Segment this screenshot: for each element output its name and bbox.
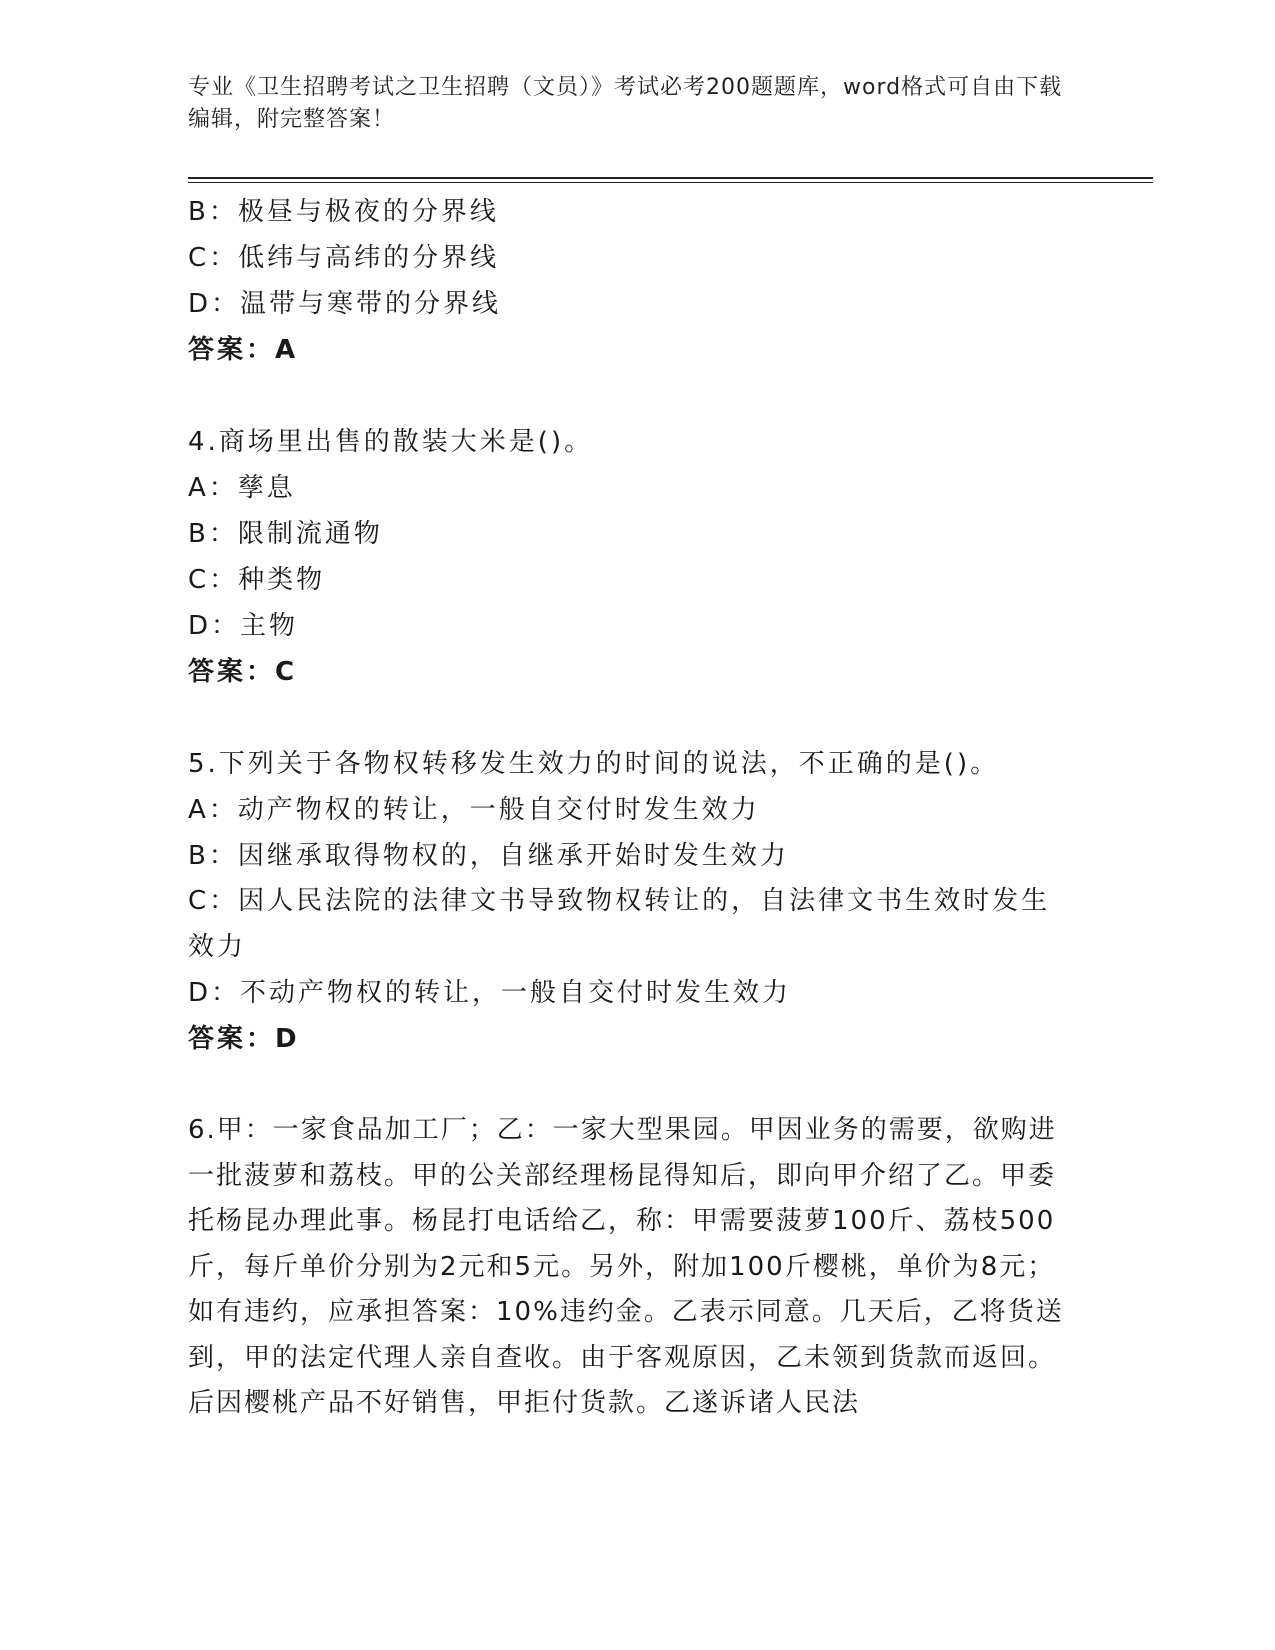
q6-question: 6.甲：一家食品加工厂；乙：一家大型果园。甲因业务的需要，欲购进一批菠萝和荔枝。甲的公关部经理杨昆得知后，即向甲介绍了乙。甲委托杨昆办理此事。杨昆打电话给乙，称：甲需要菠萝100斤、荔枝500斤，每斤单价分别为2元和5元。另外，附加100斤樱桃，单价为8元；如有违约，应承担答案：10%违约金。乙表示同意。几天后，乙将货送到，甲的法定代理人亲自查收。由于客观原因，乙未领到货款而返回。后因樱桃产品不好销售，甲拒付货款。乙遂诉诸人民法 bbox=[188, 1115, 1064, 1418]
document-header: 专业《卫生招聘考试之卫生招聘（文员）》考试必考200题题库，word格式可自由下载编辑，附完整答案！ bbox=[188, 75, 1063, 132]
q5-option-d: D：不动产物权的转让，一般自交付时发生效力 bbox=[188, 978, 792, 1008]
spacer bbox=[188, 1062, 1068, 1108]
q4-answer: 答案：C bbox=[188, 657, 298, 687]
header-divider-thick bbox=[188, 177, 1153, 179]
q3-answer: 答案：A bbox=[188, 335, 299, 365]
q6-block bbox=[188, 1108, 1068, 1427]
spacer bbox=[188, 373, 1068, 419]
q5-option-b: B：因继承取得物权的，自继承开始时发生效力 bbox=[188, 841, 789, 871]
q3-option-d: D：温带与寒带的分界线 bbox=[188, 289, 502, 319]
q5-option-a: A：动产物权的转让，一般自交付时发生效力 bbox=[188, 795, 760, 825]
q3-option-b: B：极昼与极夜的分界线 bbox=[188, 197, 499, 227]
q5-answer: 答案：D bbox=[188, 1024, 300, 1054]
q4-option-d: D：主物 bbox=[188, 611, 299, 641]
q3-option-c: C：低纬与高纬的分界线 bbox=[188, 243, 500, 273]
q4-question: 4.商场里出售的散装大米是()。 bbox=[188, 427, 594, 457]
q4-option-a: A：孳息 bbox=[188, 473, 296, 503]
q4-option-b: B：限制流通物 bbox=[188, 519, 383, 549]
header-divider-thin bbox=[188, 182, 1153, 183]
q4-option-c: C：种类物 bbox=[188, 565, 326, 595]
q5-option-c: C：因人民法院的法律文书导致物权转让的，自法律文书生效时发生效力 bbox=[188, 886, 1051, 962]
q5-question: 5.下列关于各物权转移发生效力的时间的说法，不正确的是()。 bbox=[188, 749, 1000, 779]
spacer bbox=[188, 695, 1068, 741]
question-content bbox=[188, 189, 1068, 1427]
